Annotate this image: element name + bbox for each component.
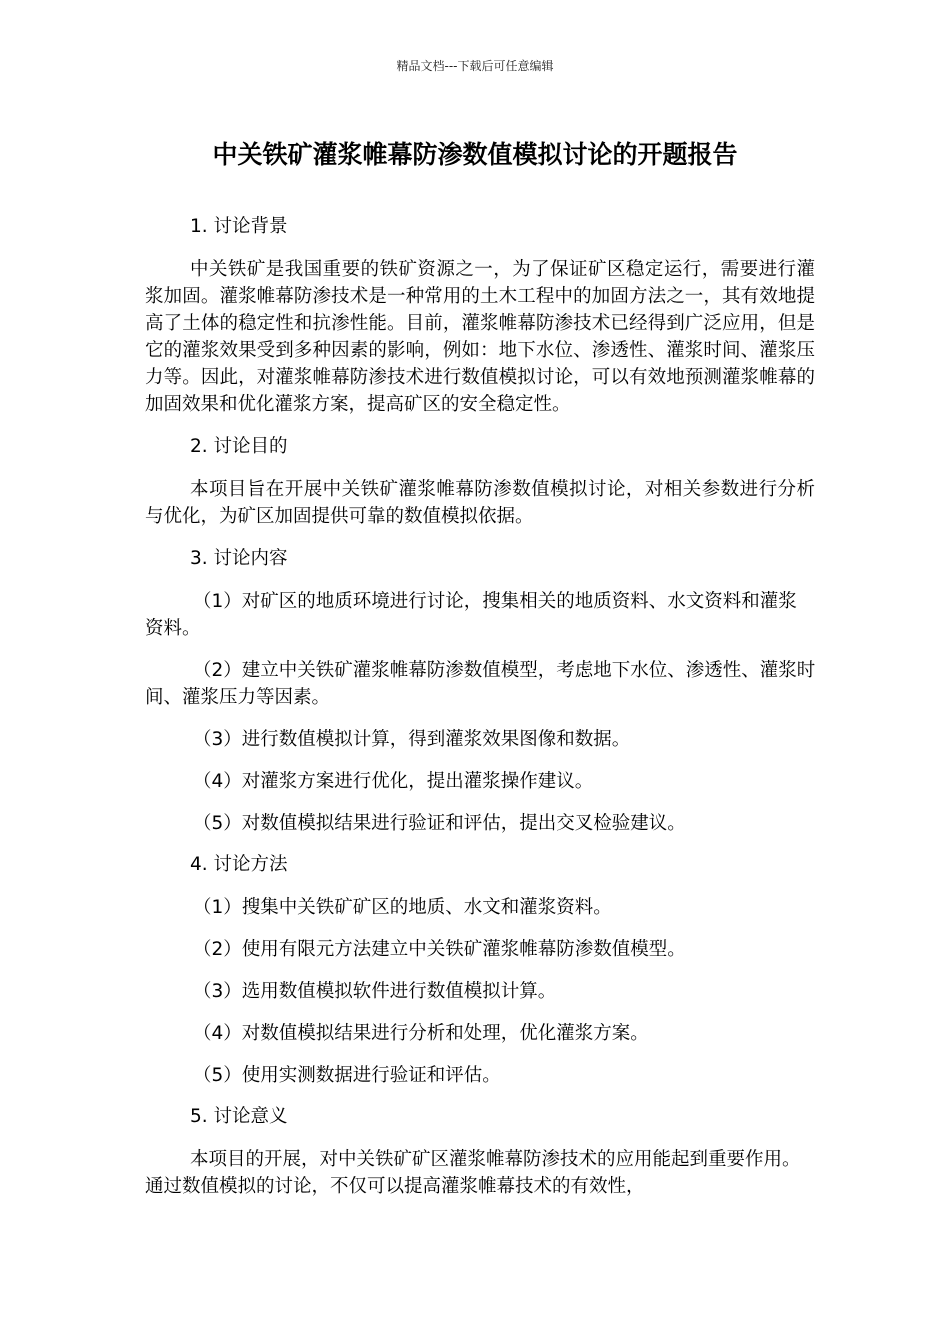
section-heading: 1. 讨论背景	[190, 216, 288, 237]
document-body	[145, 214, 815, 1200]
list-item: （2）使用有限元方法建立中关铁矿灌浆帷幕防渗数值模型。	[193, 939, 686, 960]
list-item: （4）对灌浆方案进行优化，提出灌浆操作建议。	[193, 771, 594, 792]
list-item: （5）对数值模拟结果进行验证和评估，提出交叉检验建议。	[193, 813, 686, 834]
list-item: （1）对矿区的地质环境进行讨论，搜集相关的地质资料、水文资料和灌浆资料。	[145, 591, 797, 639]
list-item: （3）选用数值模拟软件进行数值模拟计算。	[193, 981, 557, 1002]
document-title: 中关铁矿灌浆帷幕防渗数值模拟讨论的开题报告	[212, 140, 738, 169]
page-header: 精品文档---下载后可任意编辑	[396, 59, 554, 73]
section-method	[145, 852, 815, 1089]
section-purpose	[145, 434, 815, 530]
section-background	[145, 214, 815, 418]
list-item: （4）对数值模拟结果进行分析和处理，优化灌浆方案。	[193, 1023, 649, 1044]
section-heading: 5. 讨论意义	[190, 1106, 288, 1127]
list-item: （1）搜集中关铁矿矿区的地质、水文和灌浆资料。	[193, 897, 612, 918]
section-significance	[145, 1104, 815, 1200]
section-heading: 3. 讨论内容	[190, 548, 288, 569]
section-heading: 4. 讨论方法	[190, 854, 288, 875]
paragraph: 本项目旨在开展中关铁矿灌浆帷幕防渗数值模拟讨论，对相关参数进行分析与优化，为矿区加固提供可靠的数值模拟依据。	[145, 479, 815, 527]
section-content	[145, 546, 815, 837]
list-item: （2）建立中关铁矿灌浆帷幕防渗数值模型，考虑地下水位、渗透性、灌浆时间、灌浆压力等因素。	[145, 660, 816, 708]
paragraph: 本项目的开展，对中关铁矿矿区灌浆帷幕防渗技术的应用能起到重要作用。通过数值模拟的讨论，不仅可以提高灌浆帷幕技术的有效性，	[145, 1149, 801, 1197]
paragraph: 中关铁矿是我国重要的铁矿资源之一，为了保证矿区稳定运行，需要进行灌浆加固。灌浆帷幕防渗技术是一种常用的土木工程中的加固方法之一，其有效地提高了土体的稳定性和抗渗性能。目前，灌浆帷幕防渗技术已经得到广泛应用，但是它的灌浆效果受到多种因素的影响，例如：地下水位、渗透性、灌浆时间、灌浆压力等。因此，对灌浆帷幕防渗技术进行数值模拟讨论，可以有效地预测灌浆帷幕的加固效果和优化灌浆方案，提高矿区的安全稳定性。	[145, 259, 815, 415]
list-item: （5）使用实测数据进行验证和评估。	[193, 1065, 501, 1086]
section-heading: 2. 讨论目的	[190, 436, 288, 457]
list-item: （3）进行数值模拟计算，得到灌浆效果图像和数据。	[193, 729, 631, 750]
